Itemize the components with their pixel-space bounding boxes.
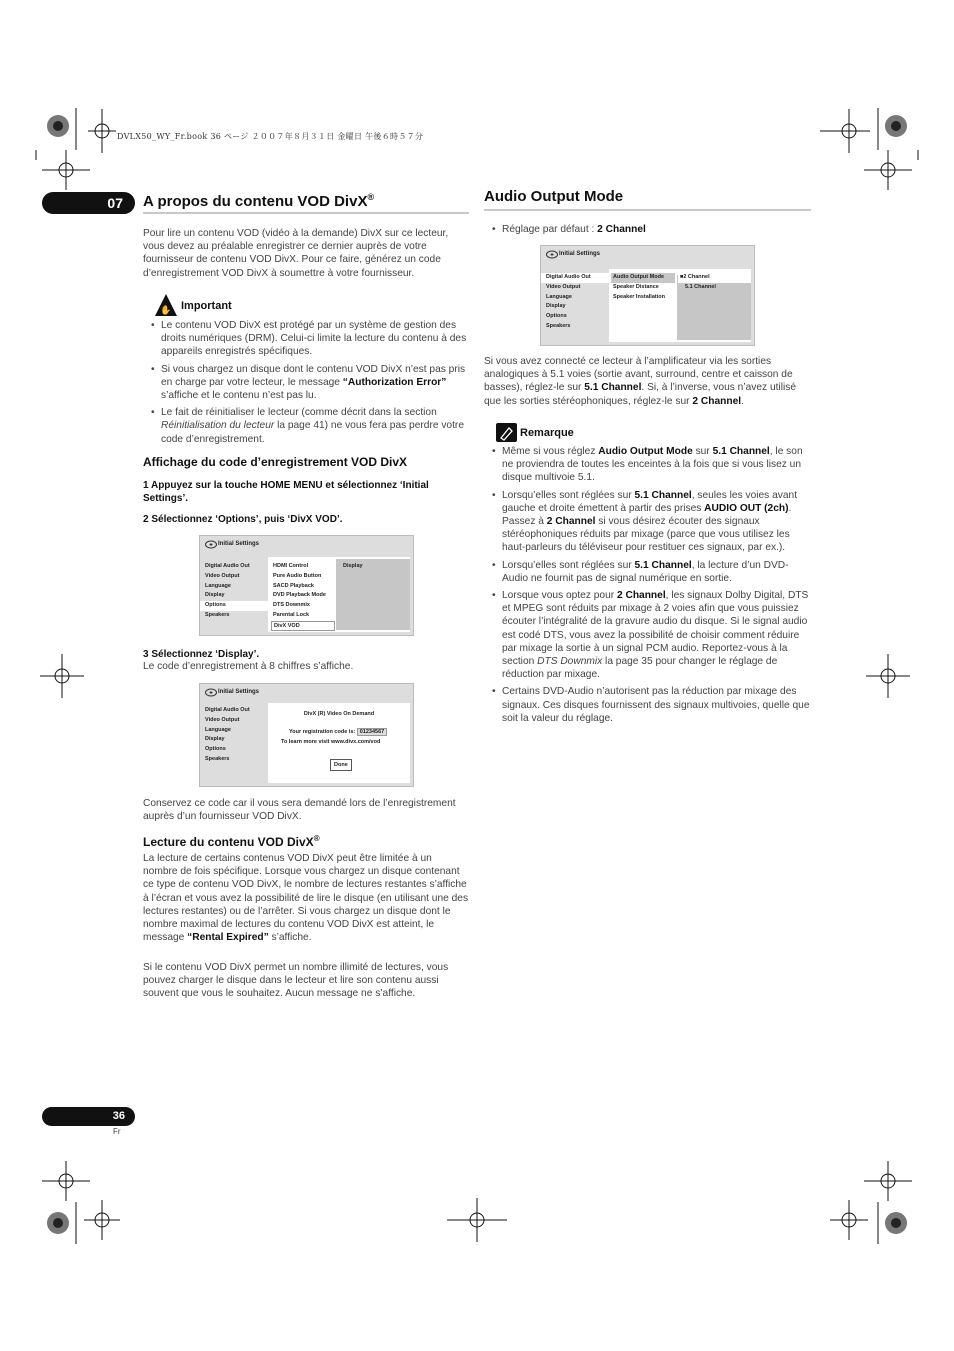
menu-item[interactable]: DVD Playback Mode (273, 592, 326, 599)
keep-code-paragraph: Conservez ce code car il vous sera demandé lors de l’enregistrement auprès d’un fournisseur VOD DivX. (143, 798, 456, 823)
remarque-text: , les signaux Dolby Digital, DTS et MPEG sont réduits par mixage à 2 voies afin que vous puissiez écouter l’intégralité de la gravure audio du disque. Si le signal audio est codé DTS, vous avez la possibilité de choisir comment réduire par mixage la sortie à un signal PCM audio. Reportez-vous à la section (502, 590, 809, 668)
section-title-audio: Audio Output Mode (484, 188, 624, 205)
print-header-line: DVLX50_WY_Fr.book 36 ページ ２００７年８月３１日 金曜日 午後６時５７分 (117, 132, 424, 141)
menu-item[interactable]: Speakers (205, 611, 230, 618)
remarque-text: Lorsque vous optez pour (502, 590, 617, 602)
intro-paragraph: Pour lire un contenu VOD (vidéo à la demande) DivX sur ce lecteur, vous devez au préalable enregistrer ce dernier auprès de votre fournisseur de contenu VOD DivX. Pour ce faire, générez un code d’enregistrement VOD DivX à soumettre à votre fournisseur. (143, 228, 449, 279)
remarque-text: Lorsqu’elles sont réglées sur (502, 489, 635, 501)
menu-item-selected[interactable]: DivX VOD (271, 621, 335, 631)
remarque-text: Même si vous réglez (502, 446, 599, 457)
remarque-title: Remarque (520, 427, 574, 439)
paragraph-text: La lecture de certains contenus VOD DivX peut être limitée à un nombre de fois spécifique. Lorsque vous chargez un disque contenant ce type de contenu VOD DivX, le nombre de lectures restantes s’affiche à l’écran et vous avez la possibilité de lire le disque (en utilisant une des lectures restantes) ou de l’arrêter. Si vous chargez un disque dont le nombre maximal de lectures du contenu VOD DivX est atteint, le message (143, 853, 469, 944)
disc-icon (205, 688, 217, 697)
registration-code: 01234567 (357, 728, 387, 736)
default-label: Réglage par défaut : (502, 224, 598, 235)
remarque-text: Certains DVD-Audio n’autorisent pas la réduction par mixage des signaux. Ces disques fournissent des signaux multivoies, quelle que soit la valeur du réglage. (502, 686, 810, 724)
paragraph-text: . Si, à l’inverse, vous n’avez utilisé que les sorties stéréophoniques, réglez-le sur (484, 382, 796, 407)
crosshair-mark-bc (447, 1198, 507, 1242)
screen-menu-mid (273, 562, 335, 631)
screen-option-values (678, 273, 751, 293)
menu-item[interactable]: SACD Playback (273, 582, 314, 589)
settings-screen-options (199, 535, 414, 636)
setting-name: Audio Output Mode (598, 446, 693, 457)
crosshair-mark-tr2 (864, 150, 912, 190)
crosshair-mark-tr (820, 109, 870, 153)
menu-item[interactable]: Video Output (205, 716, 240, 723)
settings-screen-audio (540, 245, 755, 346)
setting-name: 5.1 Channel (634, 489, 692, 501)
setting-name: 2 Channel (546, 516, 596, 528)
section-title-divx (143, 192, 374, 210)
paragraph-text: . (741, 395, 744, 407)
screen-title: Initial Settings (559, 251, 601, 257)
important-item-text: Le contenu VOD DivX est protégé par un système de gestion des droits numériques (DRM). Celui-ci limite la lecture du contenu à des appareils enregistrés spécifiques. (161, 320, 467, 358)
divx-dialog (268, 703, 410, 783)
important-icon (154, 293, 178, 317)
default-setting (484, 223, 811, 236)
registered-mark: ® (313, 834, 320, 843)
menu-item-selected[interactable]: Options (200, 601, 268, 611)
important-list (143, 319, 469, 450)
section-rule (484, 209, 811, 211)
menu-item[interactable]: Parental Lock (273, 611, 310, 618)
menu-item[interactable]: Speakers (205, 755, 230, 762)
remarque-item (484, 445, 812, 485)
important-item (143, 363, 469, 403)
setting-name: 5.1 Channel (712, 446, 770, 457)
menu-item[interactable]: Speaker Distance (613, 283, 659, 290)
message-name: “Authorization Error” (342, 376, 447, 388)
audio-paragraph (484, 355, 812, 408)
disc-icon (205, 540, 217, 549)
screen-menu-left (205, 562, 268, 621)
step-3: 3 Sélectionnez ‘Display’. (143, 649, 260, 660)
language-code: Fr (113, 1127, 121, 1136)
disc-icon (546, 250, 558, 259)
default-setting-list (484, 223, 811, 240)
paragraph-text: s’affiche. (268, 932, 312, 944)
menu-item[interactable]: Speaker Installation (613, 293, 665, 300)
remarque-text: Lorsqu’elles sont réglées sur (502, 559, 635, 571)
remarque-item (484, 489, 812, 555)
star-target-bl (47, 1212, 69, 1234)
playback-paragraph-1 (143, 852, 469, 944)
important-item-text: Si vous chargez un disque dont le contenu VOD DivX n’est pas pris en charge par votre lecteur, le message (161, 363, 466, 388)
registered-mark: ® (367, 192, 375, 202)
important-title: Important (181, 300, 232, 312)
settings-screen-divx (199, 683, 414, 787)
screen-title: Initial Settings (218, 541, 260, 547)
crosshair-mark-bl2 (84, 1200, 120, 1240)
step-2: 2 Sélectionnez ‘Options’, puis ‘DivX VOD’. (143, 514, 343, 525)
important-item (143, 319, 469, 359)
menu-item[interactable]: DTS Downmix (273, 602, 310, 609)
screen-menu-left (546, 273, 609, 332)
divx-url-line: To learn more visit www.divx.com/vod (281, 739, 381, 745)
remarque-text: , la lecture d’un DVD-Audio ne fournit pas de signal numérique en sortie. (502, 559, 789, 584)
important-item-text: la page 41) ne vous fera pas perdre votre code d’enregistrement. (161, 420, 464, 445)
section-title-text: A propos du contenu VOD DivX (143, 193, 368, 210)
code-label: Your registration code is: (289, 729, 356, 735)
crosshair-mark-tl2 (42, 150, 90, 190)
screen-title: Initial Settings (218, 689, 260, 695)
paragraph-text: Si vous avez connecté ce lecteur à l’amplificateur via les sorties analogiques à 5.1 voies (sortie avant, surround, centre et caisson de basses), réglez-le sur (484, 356, 793, 394)
star-target-tl (47, 115, 69, 137)
menu-item-selected[interactable]: Audio Output Mode (611, 273, 675, 283)
step-1: 1 Appuyez sur la touche HOME MENU et sélectionnez ‘Initial Settings’. (143, 480, 429, 504)
menu-item[interactable]: Digital Audio Out (205, 563, 250, 569)
important-item (143, 406, 469, 446)
star-target-br (885, 1212, 907, 1234)
setting-name: 5.1 Channel (634, 559, 692, 571)
menu-item[interactable]: Language (205, 582, 231, 589)
menu-item[interactable]: Display (205, 592, 225, 599)
menu-item[interactable]: Pure Audio Button (273, 572, 322, 579)
star-target-tr (885, 115, 907, 137)
section-reference: Réinitialisation du lecteur (161, 420, 275, 432)
remarque-text: , seules les voies avant gauche et droite émettent à partir des prises (502, 489, 798, 514)
screen-option-value[interactable]: Display (343, 563, 363, 569)
option-selected[interactable] (678, 273, 751, 283)
message-name: “Rental Expired” (187, 932, 269, 944)
important-item-text: Le fait de réinitialiser le lecteur (comme décrit dans la section (161, 407, 437, 419)
divx-heading: DivX (R) Video On Demand (303, 711, 375, 717)
menu-item[interactable]: Language (205, 726, 231, 733)
section-rule (143, 212, 469, 214)
menu-item[interactable]: Options (546, 313, 567, 320)
important-item-text: s’affiche et le contenu n’est pas lu. (161, 390, 317, 402)
remarque-item (484, 685, 812, 725)
crosshair-mark-mr (866, 654, 910, 698)
crosshair-mark-tl (88, 109, 116, 153)
jack-name: AUDIO OUT (2ch) (704, 502, 789, 514)
remarque-list (484, 445, 812, 729)
option-label: 2 Channel (683, 274, 710, 280)
note-icon (496, 423, 517, 442)
option-item[interactable]: 5.1 Channel (685, 283, 716, 290)
selected-marker: ■ (680, 274, 684, 280)
crosshair-mark-ml (40, 654, 84, 698)
page-number: 36 (42, 1107, 135, 1126)
remarque-text: , le son ne proviendra de toutes les enceintes à la fois que si vous lisez un disque multivoie 5.1. (502, 446, 803, 484)
setting-name: 2 Channel (692, 395, 742, 407)
crosshair-mark-br2 (830, 1200, 868, 1240)
subheading-playback (143, 834, 320, 849)
menu-item[interactable]: Language (546, 293, 572, 300)
menu-item[interactable]: HDMI Control (273, 563, 309, 569)
remarque-item (484, 589, 812, 681)
step-3-text: Le code d’enregistrement à 8 chiffres s’affiche. (143, 661, 354, 672)
menu-item[interactable]: Video Output (546, 283, 581, 290)
registration-code-row (289, 728, 387, 738)
crosshair-mark-bl (42, 1161, 90, 1201)
remarque-text: . Passez à (502, 502, 792, 528)
playback-paragraph-2: Si le contenu VOD DivX permet un nombre illimité de lectures, vous pouvez charger le disque dans le lecteur et lire son contenu aussi souvent que vous le souhaitez. Aucun message ne s’affiche. (143, 962, 449, 1000)
setting-name: 5.1 Channel (584, 382, 642, 394)
screen-menu-mid (613, 273, 675, 302)
menu-item[interactable]: Digital Audio Out (205, 707, 250, 713)
setting-name: 2 Channel (616, 590, 666, 602)
menu-item[interactable]: Display (546, 303, 566, 310)
section-reference: DTS Downmix (537, 656, 603, 668)
menu-item[interactable]: Video Output (205, 572, 240, 579)
subheading-registration: Affichage du code d’enregistrement VOD DivX (143, 455, 408, 469)
menu-item[interactable]: Display (205, 736, 225, 743)
remarque-text: sur (692, 446, 713, 457)
remarque-text: si vous désirez écouter des signaux stéréophoniques réduits par mixage (parce que vous utilisez les haut-parleurs du téléviseur pour restituer ces signaux, par ex.). (502, 516, 790, 554)
subheading-text: Lecture du contenu VOD DivX (143, 835, 314, 849)
svg-text:✋: ✋ (160, 306, 172, 316)
crosshair-mark-br (864, 1161, 912, 1201)
chapter-tab: 07 (42, 192, 135, 214)
remarque-text: la page 35 pour changer le réglage de réduction par mixage. (502, 656, 778, 681)
menu-item[interactable]: Options (205, 746, 226, 753)
menu-item[interactable]: Speakers (546, 322, 571, 329)
menu-item-selected[interactable]: Digital Audio Out (541, 273, 609, 283)
done-button[interactable]: Done (330, 759, 352, 771)
screen-menu-left (205, 706, 250, 765)
default-value: 2 Channel (597, 224, 646, 235)
remarque-item (484, 559, 812, 585)
